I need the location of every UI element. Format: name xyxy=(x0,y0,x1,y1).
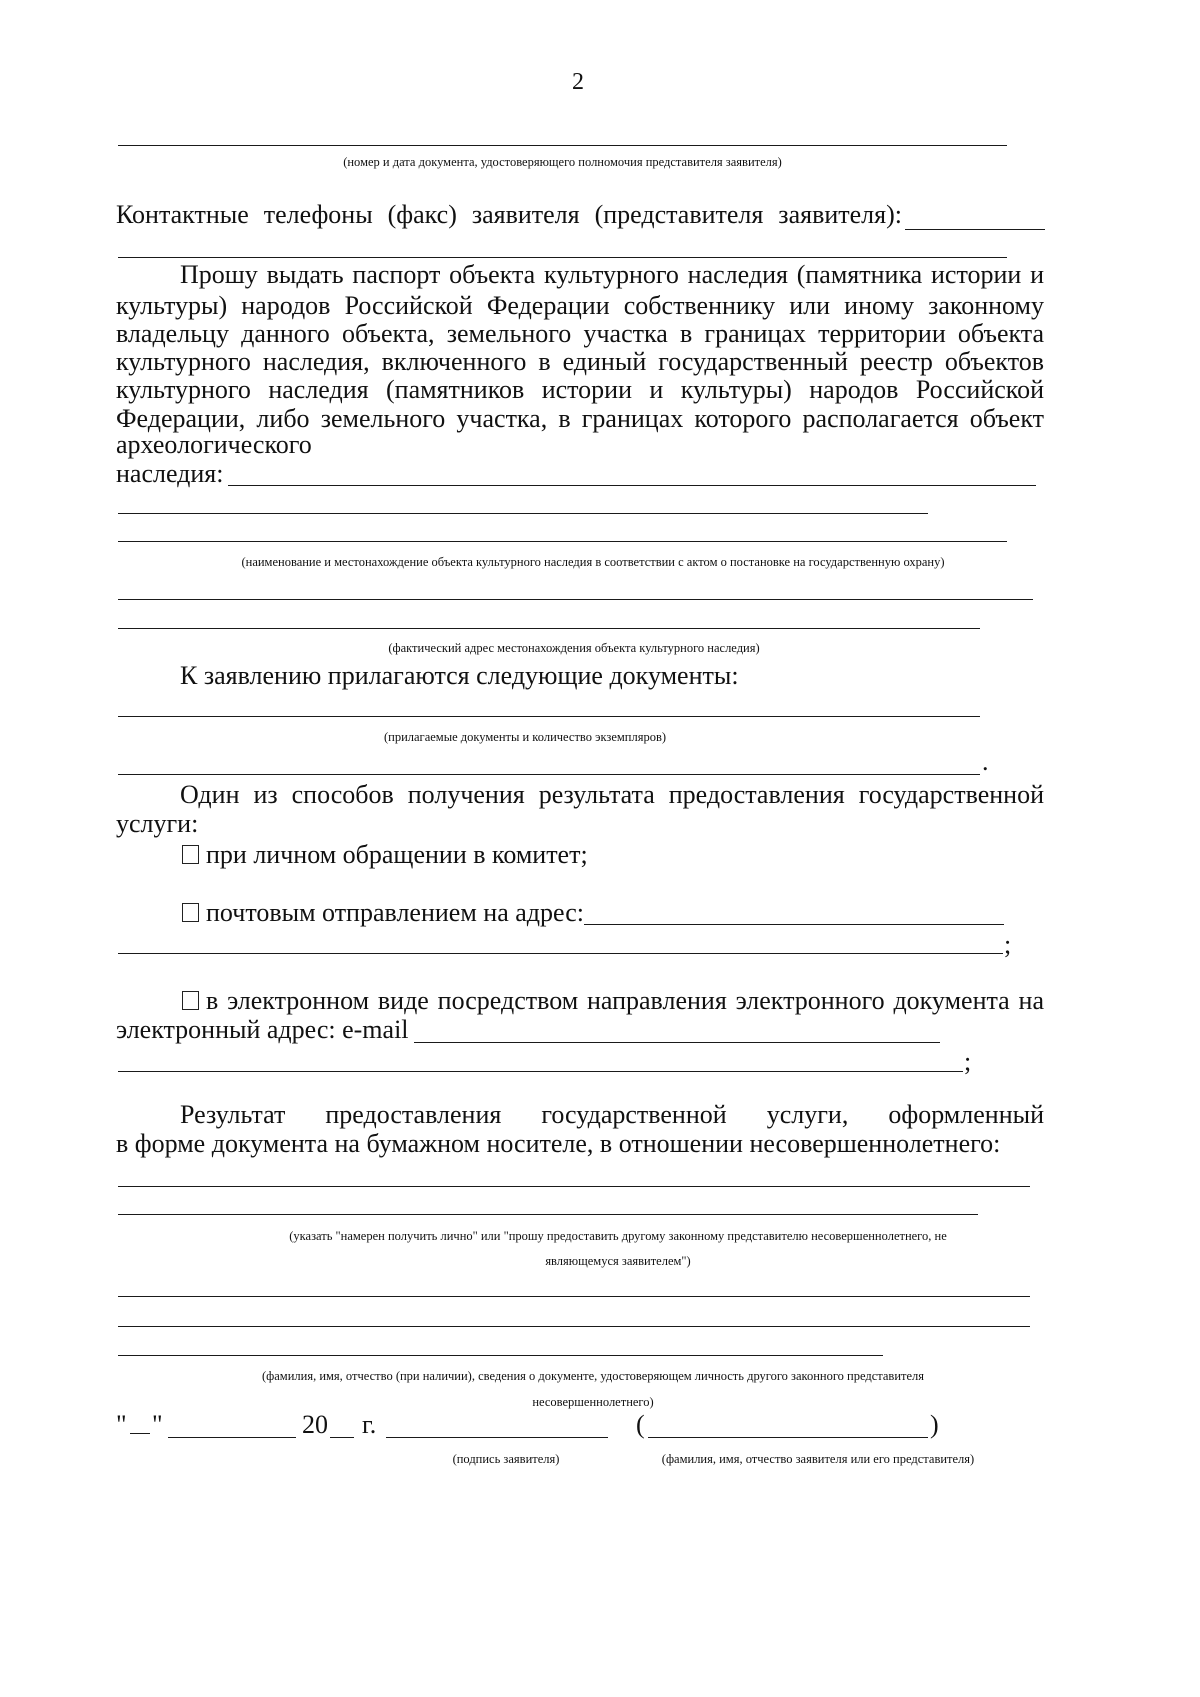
heritage-name-field-3[interactable] xyxy=(118,541,1007,542)
other-rep-caption-1: (фамилия, имя, отчество (при наличии), сведения о документе, удостоверяющем личность другого законного представителя xyxy=(261,1369,925,1383)
attached-docs-field-2[interactable] xyxy=(118,774,980,775)
name-paren-open: ( xyxy=(636,1410,645,1439)
date-month-field[interactable] xyxy=(168,1437,296,1438)
option-email[interactable] xyxy=(182,985,1044,1016)
request-line-1: Прошу выдать паспорт объекта культурного наследия (памятника истории и xyxy=(180,260,1044,289)
result-line-1: Результат предоставления государственной услуги, оформленный xyxy=(180,1100,1044,1129)
request-line-5: культурного наследия (памятников истории и культуры) народов Российской xyxy=(116,375,1044,404)
signer-name-field[interactable] xyxy=(648,1437,928,1438)
minor-field-2[interactable] xyxy=(118,1214,978,1215)
request-line-4: культурного наследия, включенного в единый государственный реестр объектов xyxy=(116,347,1044,376)
attachments-label: К заявлению прилагаются следующие документы: xyxy=(180,661,739,690)
option-personal-label: при личном обращении в комитет; xyxy=(206,840,588,869)
mail-address-field[interactable] xyxy=(584,924,1004,925)
email-semicolon: ; xyxy=(964,1047,972,1076)
date-year-prefix: 20 xyxy=(302,1410,328,1439)
checkbox-personal[interactable] xyxy=(182,845,199,864)
minor-caption-2: являющемуся заявителем") xyxy=(545,1254,691,1268)
representative-doc-field[interactable] xyxy=(118,145,1007,146)
actual-address-field[interactable] xyxy=(118,599,1033,600)
date-day-field[interactable] xyxy=(130,1433,150,1434)
heritage-name-field-2[interactable] xyxy=(118,513,928,514)
contact-phones-field-2[interactable] xyxy=(118,257,1007,258)
heritage-name-field[interactable] xyxy=(228,485,1036,486)
minor-field[interactable] xyxy=(118,1186,1030,1187)
option-email-line-2: электронный адрес: e-mail xyxy=(116,1015,409,1044)
option-mail[interactable] xyxy=(182,897,584,929)
contact-phones-field[interactable] xyxy=(905,229,1045,230)
signature-field[interactable] xyxy=(386,1437,608,1438)
checkbox-email[interactable] xyxy=(182,991,199,1010)
result-line-2: в форме документа на бумажном носителе, в отношении несовершеннолетнего: xyxy=(116,1129,1001,1158)
name-paren-close: ) xyxy=(930,1410,939,1439)
signature-caption: (подпись заявителя) xyxy=(452,1452,560,1466)
option-personal[interactable] xyxy=(182,839,588,871)
request-line-3: владельцу данного объекта, земельного участка в границах территории объекта xyxy=(116,319,1044,348)
attached-docs-field[interactable] xyxy=(118,716,980,717)
mail-semicolon: ; xyxy=(1004,930,1012,959)
attached-docs-period: . xyxy=(982,747,989,776)
contact-phones-label: Контактные телефоны (факс) заявителя (представителя заявителя): xyxy=(116,200,902,229)
heritage-label: наследия: xyxy=(116,459,224,488)
date-quote-close: " xyxy=(152,1410,163,1439)
attached-docs-caption: (прилагаемые документы и количество экземпляров) xyxy=(383,730,667,744)
checkbox-mail[interactable] xyxy=(182,903,199,922)
other-rep-caption-2: несовершеннолетнего) xyxy=(532,1395,654,1409)
request-line-6: Федерации, либо земельного участка, в границах которого располагается объект xyxy=(116,404,1044,433)
method-line-2: услуги: xyxy=(116,809,199,838)
date-quote-open: " xyxy=(116,1410,127,1439)
method-line-1: Один из способов получения результата предоставления государственной xyxy=(180,780,1044,809)
signer-name-caption: (фамилия, имя, отчество заявителя или его представителя) xyxy=(661,1452,975,1466)
representative-doc-caption: (номер и дата документа, удостоверяющего полномочия представителя заявителя) xyxy=(343,155,782,169)
minor-caption-1: (указать "намерен получить лично" или "прошу предоставить другому законному представителю несовершеннолетнего, не xyxy=(289,1229,947,1243)
option-mail-label: почтовым отправлением на адрес: xyxy=(206,898,584,927)
request-line-2: культуры) народов Российской Федерации собственнику или иному законному xyxy=(116,291,1044,320)
page-number: 2 xyxy=(572,69,584,95)
email-field[interactable] xyxy=(414,1042,940,1043)
other-rep-field-2[interactable] xyxy=(118,1326,1030,1327)
request-line-7: археологического xyxy=(116,430,312,459)
other-rep-field-3[interactable] xyxy=(118,1355,883,1356)
other-rep-field[interactable] xyxy=(118,1296,1030,1297)
option-email-label: в электронном виде посредством направления электронного документа на xyxy=(206,986,1044,1015)
object-name-caption: (наименование и местонахождение объекта культурного наследия в соответствии с актом о постановке на государственную охрану) xyxy=(241,555,945,569)
date-year-suffix: г. xyxy=(362,1410,377,1439)
mail-address-field-2[interactable] xyxy=(118,953,1003,954)
actual-address-field-2[interactable] xyxy=(118,628,980,629)
email-field-2[interactable] xyxy=(118,1071,963,1072)
actual-address-caption: (фактический адрес местонахождения объекта культурного наследия) xyxy=(388,641,760,655)
date-year-field[interactable] xyxy=(330,1437,354,1438)
